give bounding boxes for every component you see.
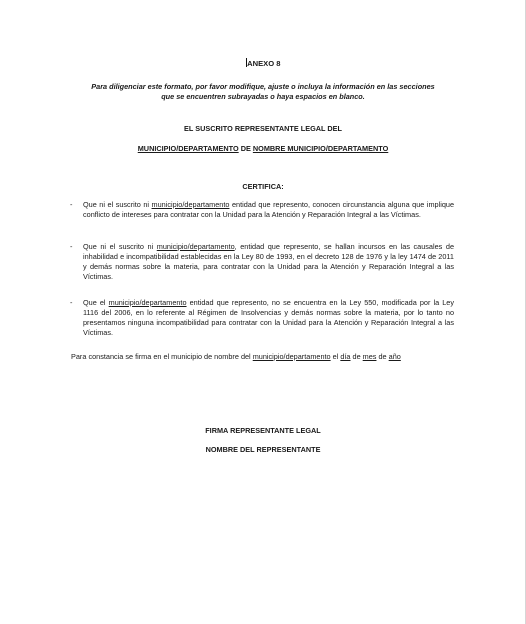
constancia-de: de	[376, 352, 389, 361]
constancia-year: año	[388, 352, 401, 361]
representative-name: NOMBRE DEL REPRESENTANTE	[205, 445, 321, 454]
item-text-pre: Que ni el suscrito ni	[83, 242, 157, 251]
item-text-post: entidad que represento, no se encuentra en la Ley 550, modificada por la Ley 1116 del 2006, en lo referente al Régimen de Insolvencias y demás normas sobre la materia, por lo tanto no presentamos ninguna incompatibilidad para contratar con la Unidad para la Atención y Reparación Integral a las Víctimas.	[83, 298, 454, 337]
entity-heading	[0, 144, 526, 154]
signature-title: FIRMA REPRESENTANTE LEGAL	[205, 426, 321, 435]
item-text-post: entidad que represento, conocen circunstancia alguna que implique conflicto de intereses para contratar con la Unidad para la Atención y Reparación Integral a las Víctimas.	[83, 200, 454, 219]
constancia-day: día	[340, 352, 351, 361]
entity-name: NOMBRE MUNICIPIO/DEPARTAMENTO	[252, 144, 389, 153]
annex-title	[0, 58, 526, 69]
list-item-text	[83, 298, 454, 338]
bullet-dash: -	[70, 298, 73, 307]
constancia-text: Para constancia se firma en el municipio de nombre del	[71, 352, 253, 361]
entity-type: MUNICIPIO/DEPARTAMENTO	[137, 144, 239, 153]
bullet-dash: -	[70, 200, 73, 209]
list-item-text	[83, 200, 454, 220]
list-item	[70, 298, 454, 338]
instructions	[0, 82, 526, 102]
list-item	[70, 242, 454, 282]
constancia-paragraph	[71, 352, 471, 362]
item-entity: municipio/departamento	[108, 298, 187, 307]
constancia-el: el	[330, 352, 341, 361]
certifica-heading: CERTIFICA:	[242, 182, 284, 191]
item-entity: municipio/departamento	[151, 200, 230, 209]
constancia-entity: municipio/departamento	[252, 352, 331, 361]
item-entity: municipio/departamento	[156, 242, 235, 251]
annex-title-text: ANEXO 8	[247, 59, 281, 68]
bullet-dash: -	[70, 242, 73, 251]
instructions-line-1: Para diligenciar este formato, por favor modifique, ajuste o incluya la información en las secciones	[91, 82, 435, 91]
constancia-de: de	[350, 352, 363, 361]
constancia-month: mes	[362, 352, 377, 361]
instructions-line-2: que se encuentren subrayadas o haya espacios en blanco.	[161, 92, 365, 101]
suscrito-heading: EL SUSCRITO REPRESENTANTE LEGAL DEL	[184, 124, 342, 133]
list-item	[70, 200, 454, 220]
item-text-post: , entidad que represento, se hallan incursos en las causales de inhabilidad e incompatibilidad establecidas en la Ley 80 de 1993, en el decreto 128 de 1976 y la ley 1474 de 2011 y demás normas sobre la materia, para contratar con la Unidad para la Atención y Reparación Integral a las Víctimas.	[83, 242, 454, 281]
list-item-text	[83, 242, 454, 282]
entity-connector: DE	[238, 144, 253, 153]
item-text-pre: Que el	[83, 298, 109, 307]
item-text-pre: Que ni el suscrito ni	[83, 200, 152, 209]
